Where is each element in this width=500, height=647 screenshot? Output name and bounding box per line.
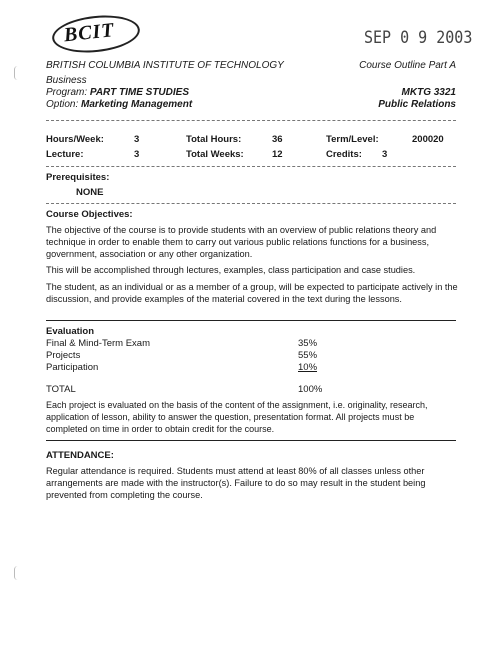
course-name: Public Relations bbox=[378, 99, 456, 110]
divider bbox=[46, 320, 456, 321]
prerequisites-value: NONE bbox=[76, 187, 104, 198]
total-value: 100% bbox=[298, 384, 323, 395]
prerequisites-label: Prerequisites: bbox=[46, 172, 110, 183]
date-stamp: SEP 0 9 2003 bbox=[364, 26, 473, 48]
option-label: Option: bbox=[46, 99, 79, 110]
total-label: TOTAL bbox=[46, 384, 76, 395]
credits-value: 3 bbox=[382, 149, 388, 160]
course-code: MKTG 3321 bbox=[401, 87, 456, 98]
eval-item-value: 35% bbox=[298, 338, 318, 349]
lecture-label: Lecture: bbox=[46, 149, 84, 160]
divider bbox=[46, 166, 456, 167]
objectives-heading: Course Objectives: bbox=[46, 209, 133, 220]
term-level-value: 200020 bbox=[412, 134, 444, 145]
evaluation-note: Each project is evaluated on the basis of the content of the assignment, i.e. originality, research, application of lesson, ability to answer the question, presentation format. All projects must be completed on time in order to obtain credit for the course. bbox=[46, 400, 428, 435]
margin-mark bbox=[14, 66, 21, 80]
bcit-logo bbox=[50, 11, 141, 56]
hours-week-label: Hours/Week: bbox=[46, 134, 104, 145]
objectives-paragraph-2: This will be accomplished through lectures, examples, class participation and case studies. bbox=[46, 265, 416, 275]
credits-label: Credits: bbox=[326, 149, 362, 160]
outline-part: Course Outline Part A bbox=[359, 60, 456, 71]
hours-week-value: 3 bbox=[134, 134, 140, 145]
total-weeks-value: 12 bbox=[272, 149, 283, 160]
divider bbox=[46, 120, 456, 121]
eval-item-value: 55% bbox=[298, 350, 318, 361]
institute-name: BRITISH COLUMBIA INSTITUTE OF TECHNOLOGY bbox=[46, 60, 284, 71]
margin-mark bbox=[14, 566, 21, 580]
department: Business bbox=[46, 75, 87, 86]
option-value: Marketing Management bbox=[81, 99, 193, 110]
program-value: PART TIME STUDIES bbox=[89, 87, 189, 98]
total-hours-label: Total Hours: bbox=[186, 134, 242, 145]
program-line bbox=[46, 87, 189, 98]
attendance-text: Regular attendance is required. Students must attend at least 80% of all classes unless other arrangements are made with the instructor(s). Failure to do so may result in the student being prevented from completing the course. bbox=[46, 466, 426, 501]
program-label: Program: bbox=[46, 87, 88, 98]
evaluation-heading: Evaluation bbox=[46, 326, 95, 337]
eval-item-label: Projects bbox=[46, 350, 81, 361]
eval-item-value: 10% bbox=[298, 362, 318, 373]
logo-text: BCIT bbox=[62, 19, 116, 47]
objectives-paragraph-3: The student, as an individual or as a member of a group, will be expected to participate actively in the discussion, and provide examples of the material covered in the text during the lessons. bbox=[46, 282, 458, 305]
lecture-value: 3 bbox=[134, 149, 140, 160]
attendance-heading: ATTENDANCE: bbox=[46, 450, 114, 461]
eval-item-label: Final & Mind-Term Exam bbox=[46, 338, 150, 349]
eval-item-label: Participation bbox=[46, 362, 99, 373]
total-hours-value: 36 bbox=[272, 134, 283, 145]
term-level-label: Term/Level: bbox=[326, 134, 379, 145]
divider bbox=[46, 440, 456, 441]
option-line bbox=[46, 99, 192, 110]
objectives-paragraph-1: The objective of the course is to provide students with an overview of public relations theory and technique in order to enable them to carry out various public relations functions for a business, government, association or any other organization. bbox=[46, 225, 437, 260]
divider bbox=[46, 203, 456, 204]
total-weeks-label: Total Weeks: bbox=[186, 149, 244, 160]
